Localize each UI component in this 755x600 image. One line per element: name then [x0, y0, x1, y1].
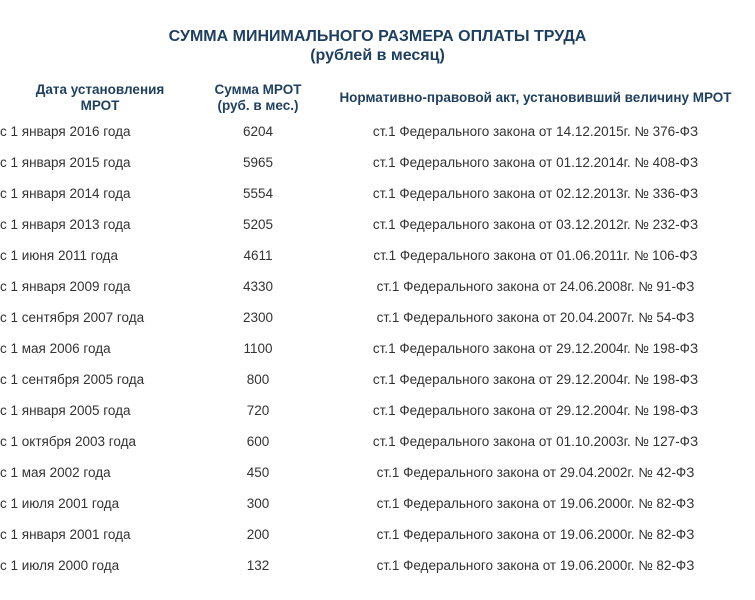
- table-row: [0, 395, 755, 426]
- cell-date: с 1 сентября 2005 года: [0, 372, 145, 387]
- cell-date: с 1 июля 2000 года: [0, 558, 120, 573]
- cell-act: ст.1 Федерального закона от 03.12.2012г. № 232-ФЗ: [372, 217, 699, 232]
- header-amount: [200, 80, 316, 116]
- title-main: СУММА МИНИМАЛЬНОГО РАЗМЕРА ОПЛАТЫ ТРУДА: [168, 28, 587, 45]
- table-row: [0, 116, 755, 147]
- cell-act: ст.1 Федерального закона от 20.04.2007г. № 54-ФЗ: [376, 310, 695, 325]
- cell-amount: 450: [246, 465, 270, 480]
- cell-amount: 1100: [243, 341, 273, 356]
- header-row: [0, 80, 755, 116]
- cell-act: ст.1 Федерального закона от 01.10.2003г. № 127-ФЗ: [372, 434, 699, 449]
- title-subtitle: (рублей в месяц): [310, 47, 445, 64]
- cell-amount: 4611: [243, 248, 273, 263]
- header-date: [0, 80, 200, 116]
- cell-date: с 1 января 2005 года: [0, 403, 131, 418]
- cell-amount: 200: [246, 527, 270, 542]
- table-row: [0, 333, 755, 364]
- cell-amount: 600: [246, 434, 270, 449]
- cell-act: ст.1 Федерального закона от 02.12.2013г. № 336-ФЗ: [372, 186, 699, 201]
- cell-amount: 4330: [242, 279, 274, 294]
- cell-amount: 5965: [242, 155, 274, 170]
- table-row: [0, 178, 755, 209]
- table-row: [0, 550, 755, 581]
- cell-act: ст.1 Федерального закона от 29.12.2004г. № 198-ФЗ: [372, 372, 699, 387]
- table-row: [0, 271, 755, 302]
- header-date-line1: Дата установления: [35, 82, 165, 97]
- cell-amount: 300: [246, 496, 270, 511]
- table-row: [0, 519, 755, 550]
- table-row: [0, 209, 755, 240]
- cell-act: ст.1 Федерального закона от 01.06.2011г. № 106-ФЗ: [373, 248, 698, 263]
- table-row: [0, 364, 755, 395]
- cell-amount: 800: [246, 372, 270, 387]
- table-header: [0, 80, 755, 116]
- cell-date: с 1 июня 2011 года: [0, 248, 118, 263]
- header-amount-line2: (руб. в мес.): [217, 98, 299, 113]
- cell-act: ст.1 Федерального закона от 29.12.2004г. № 198-ФЗ: [372, 341, 699, 356]
- mrot-table: [0, 80, 755, 581]
- table-row: [0, 302, 755, 333]
- page-title: [0, 27, 755, 65]
- cell-date: с 1 января 2009 года: [0, 279, 131, 294]
- cell-amount: 5554: [242, 186, 274, 201]
- header-amount-line1: Сумма МРОТ: [214, 82, 302, 97]
- cell-date: с 1 июля 2001 года: [0, 496, 120, 511]
- cell-act: ст.1 Федерального закона от 19.06.2000г. № 82-ФЗ: [376, 527, 695, 542]
- cell-date: с 1 января 2001 года: [0, 527, 131, 542]
- cell-date: с 1 мая 2002 года: [0, 465, 111, 480]
- cell-act: ст.1 Федерального закона от 14.12.2015г. № 376-ФЗ: [372, 124, 699, 139]
- cell-act: ст.1 Федерального закона от 29.04.2002г. № 42-ФЗ: [376, 465, 695, 480]
- cell-date: с 1 октября 2003 года: [0, 434, 136, 449]
- cell-date: с 1 января 2013 года: [0, 217, 131, 232]
- header-date-line2: МРОТ: [80, 98, 120, 113]
- table-row: [0, 147, 755, 178]
- table-row: [0, 457, 755, 488]
- table-row: [0, 426, 755, 457]
- table-row: [0, 240, 755, 271]
- cell-date: с 1 января 2014 года: [0, 186, 131, 201]
- header-act: [316, 80, 755, 116]
- table-row: [0, 488, 755, 519]
- cell-act: ст.1 Федерального закона от 19.06.2000г. № 82-ФЗ: [376, 496, 695, 511]
- table-body: [0, 116, 755, 581]
- cell-act: ст.1 Федерального закона от 24.06.2008г. № 91-ФЗ: [376, 279, 695, 294]
- cell-amount: 132: [246, 558, 270, 573]
- header-act-text: Нормативно-правовой акт, установивший величину МРОТ: [339, 90, 732, 105]
- cell-date: с 1 января 2016 года: [0, 124, 131, 139]
- cell-act: ст.1 Федерального закона от 29.12.2004г. № 198-ФЗ: [372, 403, 699, 418]
- cell-act: ст.1 Федерального закона от 19.06.2000г. № 82-ФЗ: [376, 558, 695, 573]
- cell-act: ст.1 Федерального закона от 01.12.2014г. № 408-ФЗ: [372, 155, 699, 170]
- cell-date: с 1 мая 2006 года: [0, 341, 111, 356]
- cell-amount: 5205: [242, 217, 274, 232]
- cell-date: с 1 января 2015 года: [0, 155, 131, 170]
- cell-amount: 720: [246, 403, 270, 418]
- cell-date: с 1 сентября 2007 года: [0, 310, 145, 325]
- cell-amount: 6204: [242, 124, 274, 139]
- cell-amount: 2300: [242, 310, 274, 325]
